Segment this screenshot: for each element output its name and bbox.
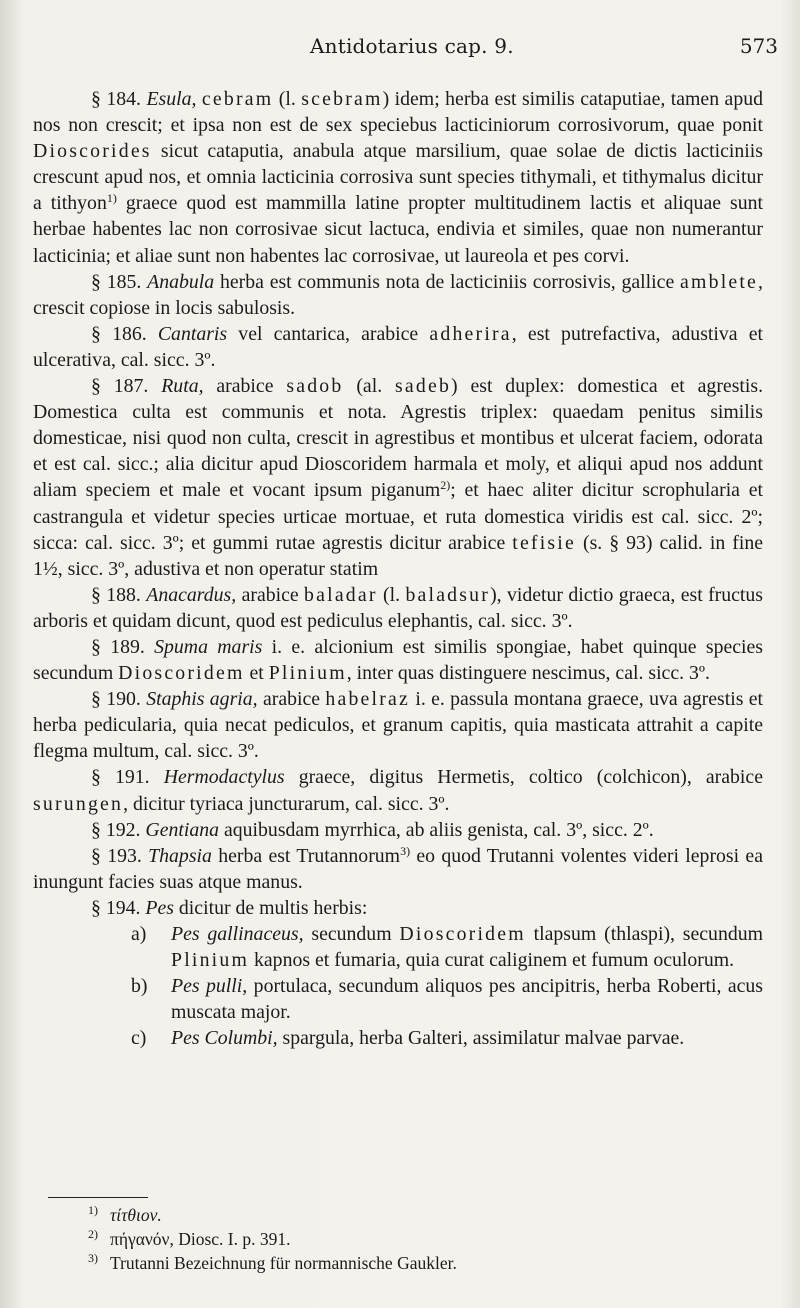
footnote-ref: 1) — [106, 191, 117, 206]
herb-name: Thapsia — [148, 844, 212, 867]
list-marker: c) — [131, 1027, 147, 1050]
entry-text: kapnos et fumaria, quia curat caliginem et fumum oculorum. — [249, 949, 735, 972]
section-186 — [33, 321, 763, 373]
entry-text: sicut cataputia, anabula atque marsilium, quae solae de dictis lacticiniis crescunt apud nos, et omnia lacticinia corrosiva sunt species tithymali, et tithymalus dicitur a tithyon — [33, 140, 763, 215]
spaced-term: surungen — [33, 792, 124, 815]
entry-text: (l. — [377, 583, 406, 606]
entry-text: herba est communis nota de lacticiniis corrosivis, gallice — [214, 270, 681, 293]
page-header — [0, 30, 800, 60]
entry-text: spargula, herba Galteri, assimilatur malvae parvae. — [277, 1027, 685, 1050]
entry-text: aquibusdam myrrhica, ab aliis genista, cal. 3º, sicc. 2º. — [219, 818, 654, 841]
entry-text: secundum — [303, 923, 400, 945]
entry-text: portulaca, secundum aliquos pes ancipitris, herba Roberti, acus muscata major. — [171, 975, 763, 1024]
herb-name: Pes gallinaceus, — [171, 923, 304, 945]
entry-text: ; et haec aliter dicitur scrophularia et castrangula et videtur species urticae mortuae, et ruta domestica viridis est cal. sicc. 2º; sicca: cal. sicc. 3º; et gummi rutae agrestis dicitur arabice — [33, 479, 763, 554]
page-number: 573 — [739, 34, 778, 58]
entry-text: herba est Trutannorum — [211, 844, 401, 867]
herb-name: Cantaris — [157, 322, 228, 345]
list-item — [33, 921, 763, 973]
section-number: § 186. — [91, 322, 147, 345]
section-194 — [33, 895, 763, 921]
entry-text: ), videtur dictio graeca, est fructus arboris et quidam dicunt, quod est pediculus elephantis, cal. sicc. 3º. — [33, 583, 763, 632]
section-number: § 194. — [91, 896, 141, 919]
section-190 — [33, 686, 763, 764]
list-item — [33, 973, 763, 1025]
entry-text: graece, digitus Hermetis, coltico (colchicon), arabice — [284, 766, 763, 789]
section-187 — [33, 373, 763, 582]
footnote-text: Trutanni Bezeichnung für normannische Gaukler. — [110, 1253, 457, 1273]
list-marker: b) — [131, 975, 148, 998]
author-name: Plinium — [171, 949, 250, 972]
entry-text: arabice — [236, 583, 305, 606]
spaced-term: baladsur — [405, 583, 491, 606]
list-item — [33, 1025, 763, 1051]
herb-name: Pes Columbi, — [171, 1027, 278, 1050]
section-number: § 184. — [91, 88, 141, 110]
entry-text: eo quod Trutanni volentes videri leprosi ea inungunt facies suas atque manus. — [33, 844, 763, 893]
author-name: Plinium — [268, 662, 347, 685]
footnote-mark: 2) — [88, 1227, 98, 1241]
herb-name: Pes — [145, 896, 174, 919]
herb-name: Anabula — [147, 270, 215, 293]
section-number: § 191. — [91, 766, 150, 789]
spaced-term: scebram — [301, 88, 383, 110]
entry-text: i. e. passula montana graece, uva agrestis et herba pedicularia, quia necat pediculos, et granum capitis, quia masticata attrahit a capite flegma multum, cal. sicc. 3º. — [33, 688, 764, 763]
entry-text: graece quod est mammilla latine propter multitudinem lactis et aliquae sunt herbae habentes lac non corrosivae sicut lactuca, endivia et similes, quae non numerantur lacticinia; et aliae sunt non habentes lac corrosivae, ut laureola et pes corvi. — [33, 192, 763, 267]
running-head: Antidotarius cap. 9. — [310, 34, 514, 58]
spaced-term: cebram — [201, 88, 274, 110]
section-193 — [33, 843, 763, 895]
section-number: § 190. — [91, 688, 141, 711]
pes-sub-list — [33, 921, 763, 1051]
section-number: § 192. — [91, 818, 141, 841]
footnote-text: πήγανόν, Diosc. I. p. 391. — [110, 1229, 291, 1249]
spaced-term: adherira — [429, 322, 512, 345]
entry-text: ) est duplex: domestica et agrestis. Domestica culta est communis et nota. Agrestis triplex: quaedam penitus similis domesticae, nisi quod non culta, crescit in agrestibus et montibus et ulcerat faciem, odorata et est cal. sicc.; alia dicitur apud Dioscoridem harmala et moly, et aliqui apud nos addunt aliam speciem et male et vocant ipsum piganum — [33, 375, 764, 502]
author-name: Dioscoridem — [118, 662, 245, 685]
section-184 — [33, 86, 763, 269]
section-192 — [33, 817, 763, 843]
entry-text: , inter quas distinguere nescimus, cal. sicc. 3º. — [346, 662, 710, 685]
footnote-1 — [88, 1203, 688, 1227]
section-185 — [33, 269, 763, 321]
entry-text: (l. — [273, 88, 302, 110]
herb-name: Ruta, — [161, 375, 204, 398]
author-name: Dioscorides — [33, 140, 152, 163]
section-number: § 188. — [91, 583, 141, 606]
entry-text: arabice — [203, 375, 287, 398]
herb-name: Anacardus, — [146, 583, 237, 606]
section-189 — [33, 634, 763, 686]
section-number: § 187. — [91, 375, 149, 398]
entry-text: , est putrefactiva, adustiva et ulcerativa, cal. sicc. 3º. — [33, 322, 763, 371]
entry-text: , crescit copiose in locis sabulosis. — [33, 270, 763, 319]
entry-text: tlapsum (thlaspi), secundum — [525, 923, 764, 945]
footnote-3 — [88, 1251, 688, 1275]
footnotes — [88, 1203, 688, 1275]
spaced-term: tefisie — [512, 531, 576, 554]
entry-text: vel cantarica, arabice — [227, 322, 430, 345]
section-188 — [33, 582, 763, 634]
spaced-term: sadeb — [395, 375, 452, 398]
footnote-2 — [88, 1227, 688, 1251]
spaced-term: habelraz — [325, 688, 410, 711]
herb-name: Pes pulli, — [171, 975, 248, 998]
herb-name: Spuma maris — [154, 635, 263, 658]
entry-text: et — [244, 662, 269, 685]
author-name: Dioscoridem — [399, 923, 526, 945]
section-number: § 189. — [91, 635, 145, 658]
footnote-mark: 1) — [88, 1203, 98, 1217]
spaced-term: amblete — [680, 270, 759, 293]
footnote-ref: 2) — [440, 478, 451, 493]
footnote-divider — [48, 1197, 148, 1198]
herb-name: Hermodactylus — [163, 766, 285, 789]
entry-text: (s. § 93) calid. in fine 1½, sicc. 3º, adustiva et non operatur statim — [33, 531, 763, 580]
herb-name: Esula, — [146, 88, 197, 110]
herb-name: Gentiana — [145, 818, 220, 841]
spaced-term: sadob — [286, 375, 344, 398]
spaced-term: baladar — [304, 583, 378, 606]
entry-text: arabice — [257, 688, 326, 711]
entry-text: ) idem; herba est similis cataputiae, tamen apud nos non crescit; et ipsa non est de sex speciebus lacticiniorum corrosivorum, quae ponit — [33, 88, 764, 137]
entry-text: , dicitur tyriaca juncturarum, cal. sicc. 3º. — [123, 792, 450, 815]
entry-text: i. e. alcionium est similis spongiae, habet quinque species secundum — [33, 635, 763, 685]
footnote-ref: 3) — [400, 843, 411, 858]
footnote-mark: 3) — [88, 1251, 98, 1265]
entry-text: (al. — [343, 375, 395, 398]
section-number: § 185. — [91, 270, 142, 293]
section-191 — [33, 764, 763, 816]
herb-name: Staphis agria, — [146, 688, 258, 711]
section-number: § 193. — [91, 844, 142, 867]
footnote-text: τίτθιον. — [110, 1205, 162, 1225]
main-text — [33, 86, 763, 1051]
entry-text: dicitur de multis herbis: — [173, 896, 368, 919]
list-marker: a) — [131, 923, 147, 945]
